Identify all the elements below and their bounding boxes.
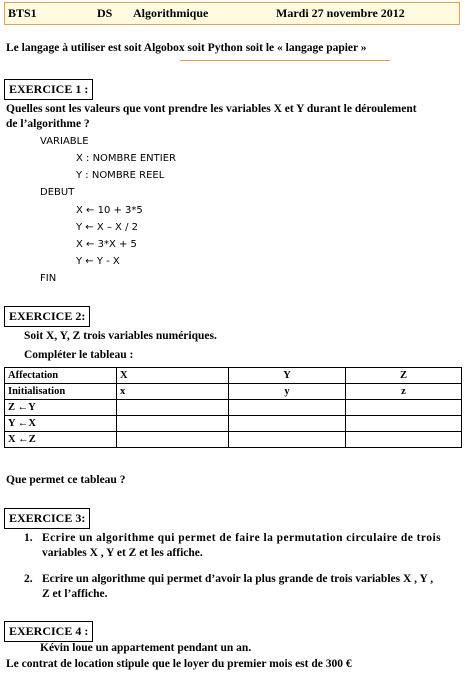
declaration-x: X : NOMBRE ENTIER — [76, 153, 176, 164]
table-cell: Z ←Y — [5, 400, 117, 416]
ex3-item1-number: 1. — [24, 532, 33, 544]
keyword-fin: FIN — [40, 273, 57, 284]
table-cell: y — [229, 384, 346, 400]
table-cell: x — [117, 384, 229, 400]
table-row — [5, 384, 462, 400]
ex4-line2: Le contrat de location stipule que le loyer du premier mois est de 300 € — [6, 658, 352, 670]
table-row — [5, 400, 462, 416]
table-header-cell: Affectation — [5, 368, 117, 384]
table-cell — [117, 416, 229, 432]
exercise-3-title: EXERCICE 3: — [4, 508, 90, 529]
table-cell — [117, 432, 229, 448]
table-cell: Y ←X — [5, 416, 117, 432]
keyword-variable: VARIABLE — [40, 136, 89, 147]
ex2-line2: Compléter le tableau : — [24, 349, 134, 361]
table-row — [5, 432, 462, 448]
exercise-4-title: EXERCICE 4 : — [4, 621, 93, 642]
algorithm-step-4: Y ← Y - X — [76, 256, 120, 267]
header-subject: Algorithmique — [133, 6, 209, 20]
table-cell — [346, 416, 462, 432]
table-cell — [346, 400, 462, 416]
intro-underline — [180, 60, 390, 61]
header-date: Mardi 27 novembre 2012 — [276, 6, 405, 20]
table-header-cell: Y — [229, 368, 346, 384]
table-header-cell: Z — [346, 368, 462, 384]
header-class: BTS1 — [8, 6, 37, 20]
ex1-question-line2: de l’algorithme ? — [6, 118, 90, 130]
table-cell: z — [346, 384, 462, 400]
ex3-item1-text: Ecrire un algorithme qui permet de faire la permutation circulaire de trois — [42, 532, 442, 544]
document-header — [4, 2, 460, 25]
ex3-item1-line2: variables X , Y et Z et les affiche. — [42, 547, 203, 559]
algorithm-step-2: Y ← X – X / 2 — [76, 222, 138, 233]
table-cell — [346, 432, 462, 448]
assignment-table — [4, 367, 462, 448]
intro-text: Le langage à utiliser est soit Algobox soit Python soit le « langage papier » — [6, 42, 367, 54]
table-header-cell: X — [117, 368, 229, 384]
declaration-y: Y : NOMBRE REEL — [76, 170, 165, 181]
algorithm-step-3: X ← 3*X + 5 — [76, 239, 137, 250]
algorithm-step-1: X ← 10 + 3*5 — [76, 205, 143, 216]
table-cell — [229, 400, 346, 416]
table-cell — [229, 416, 346, 432]
exercise-2-title: EXERCICE 2: — [4, 306, 90, 327]
ex3-item2-number: 2. — [24, 573, 33, 585]
keyword-debut: DEBUT — [40, 187, 75, 198]
ex2-question: Que permet ce tableau ? — [6, 474, 126, 486]
table-cell — [229, 432, 346, 448]
table-cell: X ←Z — [5, 432, 117, 448]
header-type: DS — [97, 6, 113, 20]
ex4-line1: Kévin loue un appartement pendant un an. — [40, 642, 252, 654]
table-row — [5, 416, 462, 432]
table-header-row — [5, 368, 462, 384]
exercise-1-title: EXERCICE 1 : — [4, 79, 93, 100]
table-cell: Initialisation — [5, 384, 117, 400]
ex1-question-line1: Quelles sont les valeurs que vont prendre les variables X et Y durant le déroulement — [6, 103, 417, 115]
ex2-line1: Soit X, Y, Z trois variables numériques. — [24, 330, 217, 342]
ex3-item2-line1: Ecrire un algorithme qui permet d’avoir la plus grande de trois variables X , Y , — [42, 573, 434, 585]
ex3-item2-line2: Z et l’affiche. — [42, 588, 108, 600]
ex3-item1-line1 — [42, 532, 460, 544]
table-cell — [117, 400, 229, 416]
